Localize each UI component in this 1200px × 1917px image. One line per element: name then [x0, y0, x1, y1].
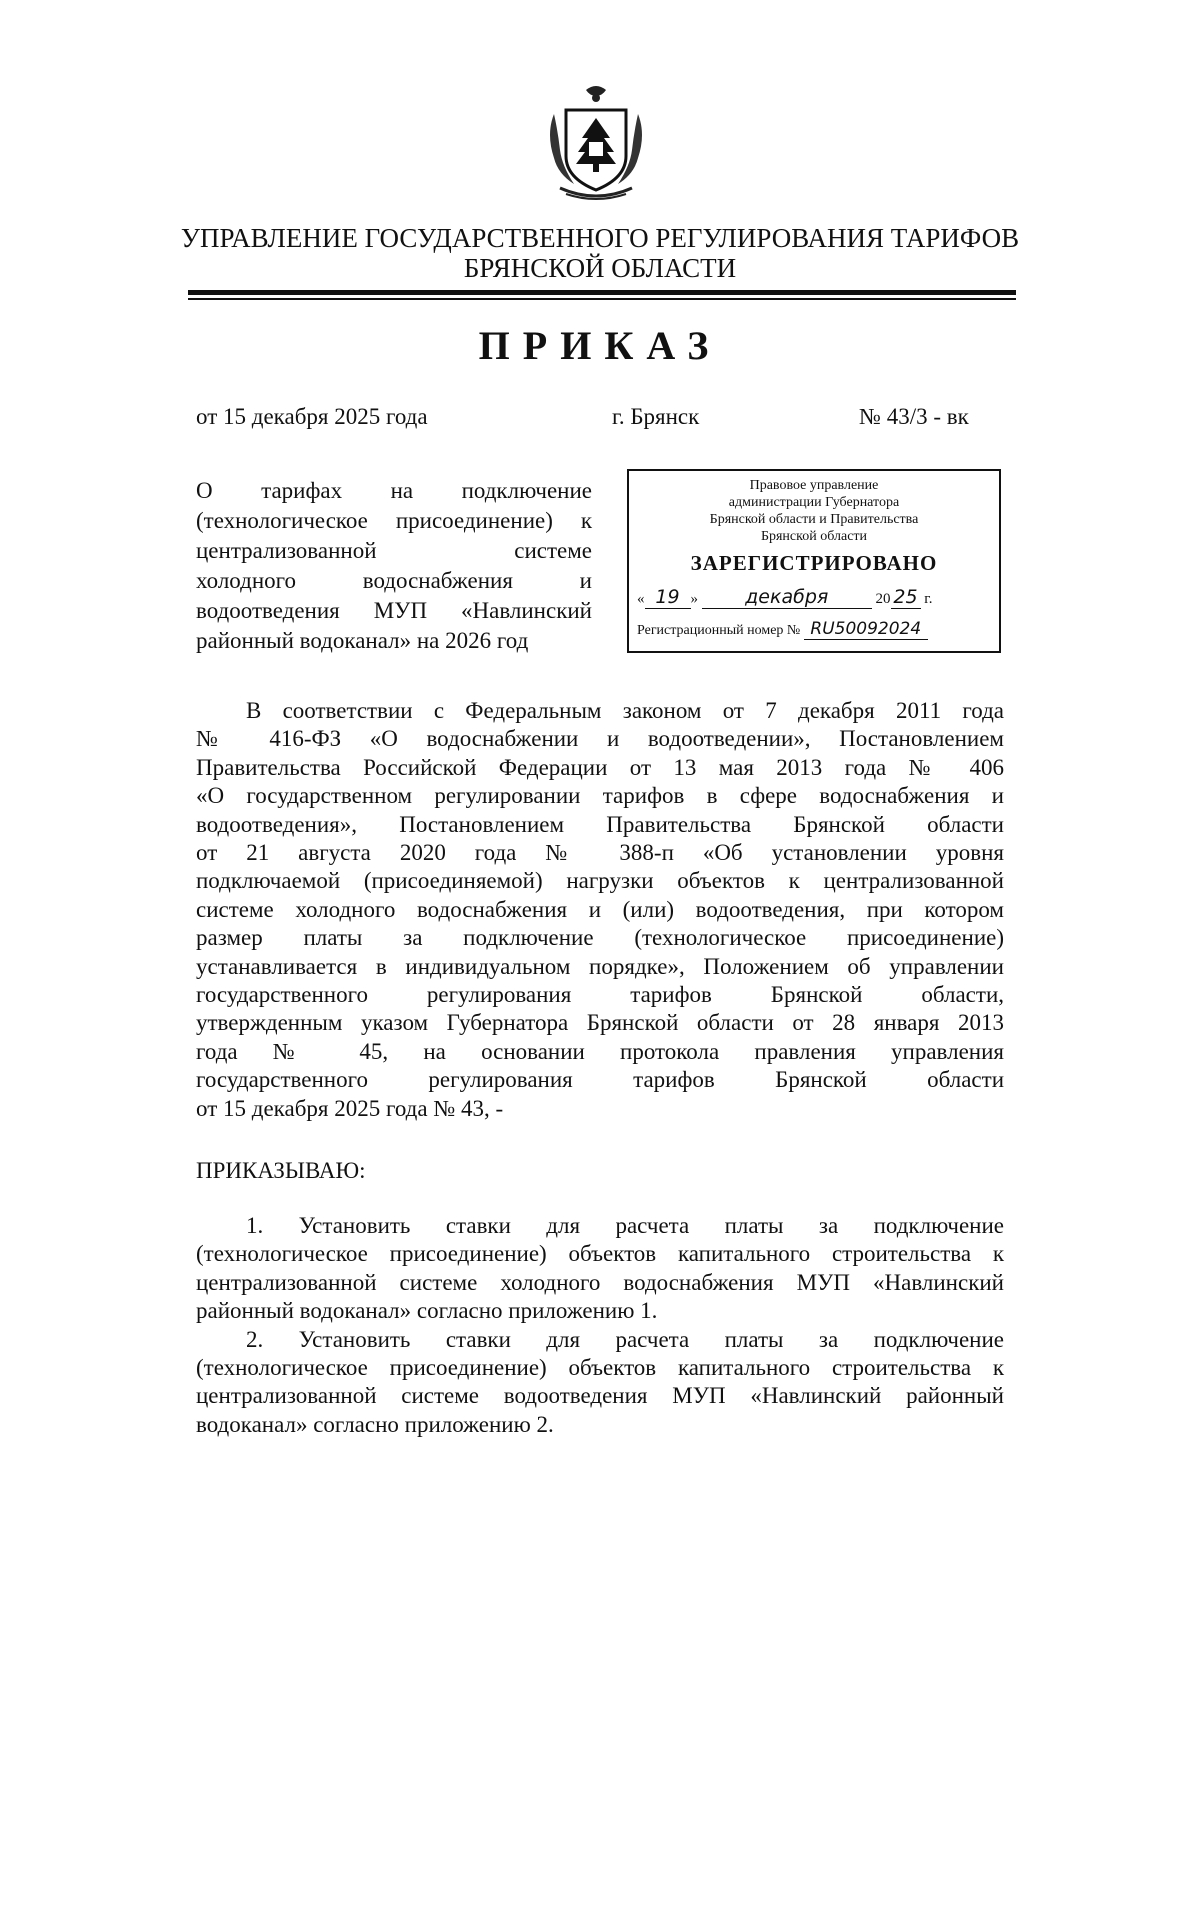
stamp-date-mid: »: [690, 591, 698, 607]
stamp-org-line: администрации Губернатора: [728, 495, 900, 510]
stamp-date-year: 25: [891, 586, 921, 609]
item-2-line: 2. Установить ставки для расчета платы за подключение: [246, 1326, 1004, 1352]
stamp-date-day: 19: [645, 586, 691, 609]
item-2-line: (технологическое присоединение) объектов капитального строительства к: [196, 1355, 1004, 1381]
stamp-reg-number: RU50092024: [804, 619, 928, 640]
subject-line: (технологическое присоединение) к: [196, 508, 592, 533]
stamp-reg-label: Регистрационный номер №: [637, 623, 801, 638]
stamp-date-year-prefix: 20: [875, 591, 891, 607]
order-directive: ПРИКАЗЫВАЮ:: [196, 1158, 366, 1183]
stamp-date-open: «: [637, 591, 645, 607]
preamble-line: «О государственном регулировании тарифов в сфере водоснабжения и: [196, 783, 1004, 809]
order-items: [196, 1212, 1004, 1439]
stamp-status: ЗАРЕГИСТРИРОВАНО: [690, 551, 938, 575]
item-2-line: водоканал» согласно приложению 2.: [196, 1411, 554, 1437]
preamble-line: государственного регулирования тарифов Брянской области,: [196, 982, 1004, 1008]
item-2-line: централизованной системе водоотведения МУП «Навлинский районный: [196, 1383, 1004, 1409]
subject-line: О тарифах на подключение: [196, 478, 592, 503]
preamble-line: подключаемой (присоединяемой) нагрузки объектов к централизованной: [196, 868, 1004, 894]
preamble-line: размер платы за подключение (технологическое присоединение): [196, 925, 1004, 951]
preamble-line: В соответствии с Федеральным законом от 7 декабря 2011 года: [246, 698, 1004, 723]
stamp-org-line: Правовое управление: [749, 478, 879, 493]
subject-line: холодного водоснабжения и: [196, 568, 592, 593]
stamp-registration: [629, 619, 999, 640]
stamp-date: [629, 586, 999, 609]
order-subject: [196, 476, 592, 656]
preamble-line: утвержденным указом Губернатора Брянской области от 28 января 2013: [196, 1010, 1004, 1036]
order-city: г. Брянск: [612, 404, 700, 429]
item-1-line: (технологическое присоединение) объектов капитального строительства к: [196, 1241, 1004, 1267]
preamble-line: водоотведения», Постановлением Правительства Брянской области: [196, 811, 1004, 837]
document-title: ПРИКАЗ: [478, 323, 722, 368]
header-rule-thin: [188, 298, 1016, 300]
preamble-paragraph: [196, 697, 1004, 1123]
stamp-date-month: декабря: [702, 586, 872, 609]
header-rule-thick: [188, 290, 1016, 295]
org-name-line2: БРЯНСКОЙ ОБЛАСТИ: [463, 253, 737, 283]
preamble-line: от 15 декабря 2025 года № 43, -: [196, 1095, 504, 1121]
preamble-line: Правительства Российской Федерации от 13 мая 2013 года № 406: [196, 754, 1004, 780]
item-1-line: централизованной системе холодного водоснабжения МУП «Навлинский: [196, 1269, 1004, 1295]
stamp-org-line: Брянской области и Правительства: [709, 512, 919, 527]
subject-line: районный водоканал» на 2026 год: [196, 628, 529, 653]
preamble-line: устанавливается в индивидуальном порядке», Положением об управлении: [196, 953, 1004, 979]
preamble-line: от 21 августа 2020 года № 388-п «Об установлении уровня: [196, 840, 1004, 866]
org-name-line1: УПРАВЛЕНИЕ ГОСУДАРСТВЕННОГО РЕГУЛИРОВАНИЯ ТАРИФОВ: [180, 223, 1020, 253]
order-number: № 43/3 - вк: [859, 404, 969, 429]
subject-line: централизованной системе: [196, 538, 592, 563]
preamble-line: № 416-ФЗ «О водоснабжении и водоотведении», Постановлением: [196, 726, 1004, 752]
order-date: от 15 декабря 2025 года: [196, 404, 428, 429]
preamble-line: государственного регулирования тарифов Брянской области: [196, 1067, 1004, 1093]
item-1-line: 1. Установить ставки для расчета платы за подключение: [246, 1213, 1004, 1238]
item-1-line: районный водоканал» согласно приложению 1.: [196, 1298, 658, 1324]
stamp-org-line: Брянской области: [760, 529, 868, 544]
preamble-line: системе холодного водоснабжения и (или) водоотведения, при котором: [196, 896, 1004, 922]
subject-line: водоотведения МУП «Навлинский: [196, 598, 592, 623]
preamble-line: года № 45, на основании протокола правления управления: [196, 1038, 1004, 1064]
stamp-date-suffix: г.: [924, 591, 933, 607]
registration-stamp: [627, 469, 1001, 653]
coat-of-arms-emblem: [536, 80, 656, 204]
